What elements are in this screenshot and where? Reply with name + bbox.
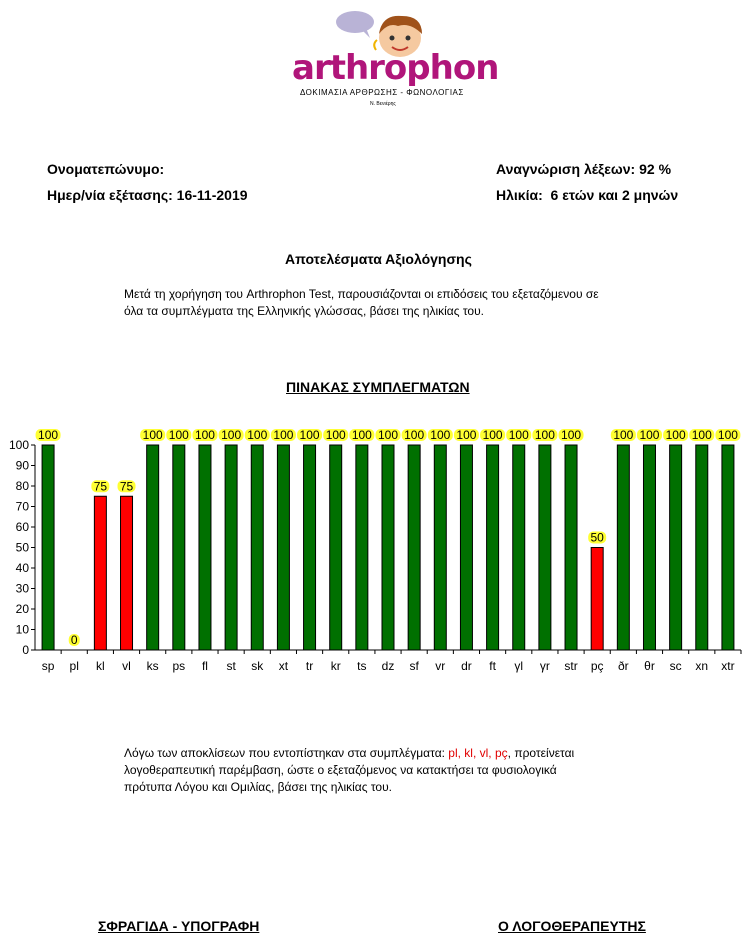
x-tick-label: sp bbox=[41, 659, 55, 673]
exam-date-label: Ημερ/νία εξέτασης: bbox=[47, 187, 173, 203]
x-tick-label: xt bbox=[278, 659, 289, 673]
results-title: Αποτελέσματα Αξιολόγησης bbox=[285, 251, 472, 267]
bar bbox=[565, 445, 577, 650]
bar bbox=[487, 445, 499, 650]
x-tick-label: pç bbox=[590, 659, 604, 673]
bar bbox=[722, 445, 734, 650]
bar bbox=[304, 445, 316, 650]
bar bbox=[121, 496, 133, 650]
x-tick-label: dr bbox=[461, 659, 472, 673]
bar bbox=[382, 445, 394, 650]
x-tick-label: ts bbox=[357, 659, 367, 673]
bar bbox=[670, 445, 682, 650]
x-tick-label: ðr bbox=[617, 659, 629, 673]
data-label: 100 bbox=[534, 428, 555, 442]
bar bbox=[460, 445, 472, 650]
y-tick-label: 60 bbox=[15, 520, 29, 534]
data-label: 50 bbox=[590, 530, 604, 545]
word-recognition-label: Αναγνώριση λέξεων: bbox=[496, 161, 636, 177]
data-label: 100 bbox=[482, 428, 503, 442]
age-label: Ηλικία: bbox=[496, 187, 543, 203]
y-tick-label: 90 bbox=[15, 458, 29, 473]
x-tick-label: γr bbox=[539, 659, 550, 673]
data-label: 100 bbox=[142, 428, 163, 442]
y-tick-label: 70 bbox=[15, 499, 29, 514]
data-label: 100 bbox=[221, 428, 242, 442]
cluster-bar-chart bbox=[0, 420, 754, 680]
data-label: 100 bbox=[404, 428, 425, 442]
results-paragraph-line1: Μετά τη χορήγηση του Arthrophon Test, παρουσιάζονται οι επιδόσεις του εξεταζόμενου σε bbox=[124, 287, 599, 301]
conclusion-line3: πρότυπα Λόγου και Ομιλίας, βάσει της ηλικίας του. bbox=[124, 780, 392, 794]
bar bbox=[251, 445, 263, 650]
x-tick-label: xtr bbox=[721, 659, 735, 673]
y-tick-label: 40 bbox=[15, 561, 29, 575]
bar bbox=[277, 445, 289, 650]
conclusion-line1 bbox=[124, 745, 664, 762]
bar bbox=[330, 445, 342, 650]
x-tick-label: fl bbox=[201, 659, 208, 673]
data-label: 100 bbox=[299, 428, 320, 442]
bar bbox=[199, 445, 211, 650]
name-label: Ονοματεπώνυμο: bbox=[47, 161, 165, 177]
word-recognition bbox=[496, 161, 671, 177]
x-tick-label: ks bbox=[146, 659, 159, 673]
logo-subtitle: ΔΟΚΙΜΑΣΙΑ ΑΡΘΡΩΣΗΣ - ΦΩΝΟΛΟΓΙΑΣ bbox=[300, 88, 464, 97]
x-tick-label: pl bbox=[69, 659, 79, 673]
stamp-signature-label: ΣΦΡΑΓΙΔΑ - ΥΠΟΓΡΑΦΗ bbox=[98, 918, 260, 934]
x-tick-label: str bbox=[564, 659, 578, 673]
bar bbox=[643, 445, 655, 650]
x-tick-label: sf bbox=[409, 659, 419, 673]
y-tick-label: 100 bbox=[8, 438, 29, 452]
exam-date-value: 16-11-2019 bbox=[176, 187, 248, 203]
data-label: 100 bbox=[691, 428, 712, 442]
bar bbox=[94, 496, 106, 650]
conclusion-line2: λογοθεραπευτική παρέμβαση, ώστε ο εξεταζόμενος να κατακτήσει τα φυσιολογικά bbox=[124, 763, 557, 777]
bar bbox=[696, 445, 708, 650]
data-label: 100 bbox=[377, 428, 399, 442]
conclusion-paragraph bbox=[124, 745, 664, 796]
y-tick-label: 20 bbox=[15, 602, 29, 616]
y-tick-label: 80 bbox=[15, 479, 29, 493]
x-tick-label: st bbox=[226, 659, 236, 673]
data-label: 75 bbox=[119, 479, 134, 494]
x-tick-label: kl bbox=[96, 659, 105, 673]
y-tick-label: 0 bbox=[22, 643, 29, 657]
bar bbox=[408, 445, 420, 650]
conclusion-line1-text: Λόγω των αποκλίσεων που εντοπίστηκαν στα συμπλέγματα: bbox=[124, 746, 449, 760]
data-label: 100 bbox=[325, 428, 346, 442]
results-paragraph-line2: όλα τα συμπλέγματα της Ελληνικής γλώσσας, βάσει της ηλικίας του. bbox=[124, 304, 484, 318]
data-label: 100 bbox=[456, 428, 477, 442]
chart-heading: ΠΙΝΑΚΑΣ ΣΥΜΠΛΕΓΜΑΤΩΝ bbox=[286, 379, 470, 395]
x-tick-label: vl bbox=[122, 659, 131, 673]
x-tick-label: γl bbox=[514, 659, 524, 673]
logo-wordmark: arthrophon bbox=[292, 48, 499, 88]
bar bbox=[617, 445, 629, 650]
word-recognition-value: 92 % bbox=[639, 161, 672, 177]
x-tick-label: θr bbox=[644, 659, 655, 673]
bar bbox=[147, 445, 159, 650]
bar bbox=[356, 445, 368, 650]
logo-author: Ν. Βενιέρης bbox=[370, 101, 396, 107]
bar bbox=[42, 445, 54, 650]
data-label: 100 bbox=[273, 428, 294, 442]
x-tick-label: xn bbox=[695, 659, 709, 673]
bar bbox=[539, 445, 551, 650]
therapist-label: Ο ΛΟΓΟΘΕΡΑΠΕΥΤΗΣ bbox=[498, 918, 646, 934]
data-label: 75 bbox=[93, 479, 108, 494]
data-label: 100 bbox=[168, 428, 189, 442]
x-tick-label: ps bbox=[172, 659, 186, 673]
age bbox=[496, 187, 678, 203]
data-label: 100 bbox=[351, 428, 372, 442]
data-label: 100 bbox=[430, 428, 451, 442]
x-tick-label: sk bbox=[251, 659, 264, 673]
arthrophon-logo bbox=[280, 8, 500, 113]
x-tick-label: sc bbox=[669, 659, 682, 673]
x-tick-label: vr bbox=[435, 659, 446, 673]
data-label: 100 bbox=[665, 428, 686, 442]
y-tick-label: 10 bbox=[15, 622, 29, 637]
bar bbox=[591, 548, 603, 651]
age-value: 6 ετών και 2 μηνών bbox=[550, 187, 679, 203]
x-tick-label: dz bbox=[381, 659, 395, 673]
exam-date bbox=[47, 187, 248, 203]
conclusion-line1-end: , προτείνεται bbox=[507, 746, 575, 760]
data-label: 100 bbox=[194, 428, 215, 442]
x-tick-label: kr bbox=[330, 659, 341, 673]
failed-clusters-list: pl, kl, vl, pç bbox=[448, 746, 508, 760]
data-label: 100 bbox=[613, 428, 634, 442]
y-tick-label: 30 bbox=[15, 581, 29, 596]
data-label: 100 bbox=[508, 428, 529, 442]
bar bbox=[225, 445, 237, 650]
data-label: 100 bbox=[717, 428, 738, 442]
x-tick-label: ft bbox=[489, 659, 496, 673]
x-tick-label: tr bbox=[305, 659, 314, 673]
results-paragraph bbox=[124, 286, 664, 320]
bar bbox=[173, 445, 185, 650]
data-label: 100 bbox=[561, 428, 582, 442]
bar bbox=[513, 445, 525, 650]
data-label: 100 bbox=[247, 428, 268, 442]
y-tick-label: 50 bbox=[15, 540, 29, 555]
data-label: 100 bbox=[639, 428, 660, 442]
bar bbox=[434, 445, 446, 650]
data-label: 0 bbox=[70, 633, 78, 647]
data-label: 100 bbox=[38, 428, 59, 442]
